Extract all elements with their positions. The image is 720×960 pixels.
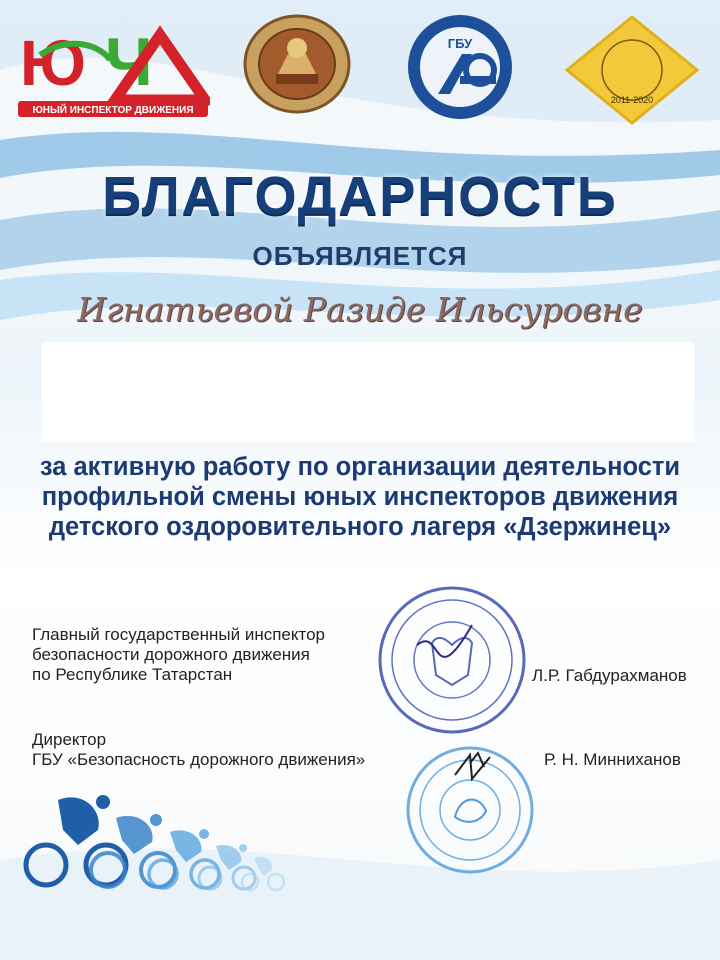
gbu-logo-text: ГБУ (447, 36, 473, 51)
decade-years: 2011-2020 (610, 95, 654, 105)
recipient-name: Игнатьевой Разиде Ильсуровне (77, 290, 643, 329)
signatory-2-position: Директор ГБУ «Безопасность дорожного движения» (32, 730, 366, 769)
gibdd-emblem (240, 12, 355, 117)
cyclists-illustration (18, 790, 318, 900)
yid-logo-text: ЮНЫЙ ИНСПЕКТОР ДВИЖЕНИЯ (32, 105, 194, 116)
signatory-1-position: Главный государственный инспектор безопасности дорожного движения по Республике Татарстан (32, 625, 326, 684)
svg-text:Ю: Ю (20, 27, 86, 99)
official-stamp-inspection (372, 585, 532, 740)
official-stamp-gbu (400, 745, 540, 880)
yid-logo (10, 15, 210, 125)
svg-text:Ч: Ч (105, 24, 153, 100)
signatory-2-name: Р. Н. Минниханов (544, 750, 681, 769)
decade-sign (565, 15, 700, 125)
reason-text: за активную работу по организации деятельности профильной смены юных инспекторов движения детского оздоровительного лагеря «Дзержинец» (39, 453, 681, 541)
blank-area (42, 342, 694, 442)
signatory-1-name: Л.Р. Габдурахманов (532, 666, 687, 685)
certificate-title: БЛАГОДАРНОСТЬ (102, 166, 618, 226)
gbu-logo (400, 12, 520, 122)
certificate-subtitle: ОБЪЯВЛЯЕТСЯ (252, 241, 468, 271)
